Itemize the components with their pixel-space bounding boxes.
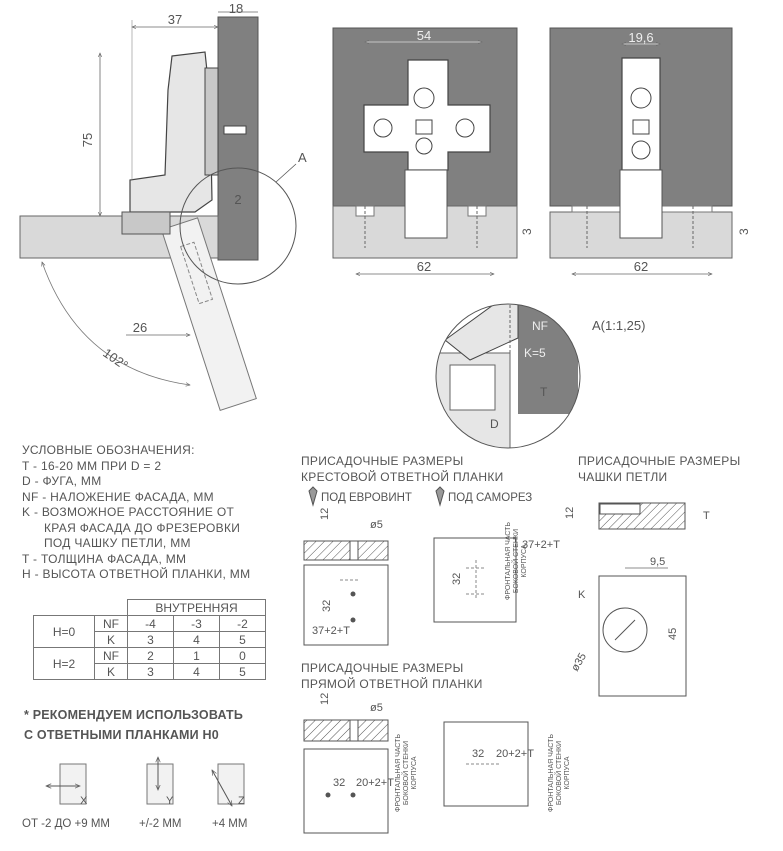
adjust-z-icon: [212, 764, 245, 807]
svg-text:3: 3: [737, 228, 751, 235]
hinge-cup: [122, 212, 170, 234]
svg-text:32: 32: [321, 599, 333, 612]
straight-side-label-right: [548, 734, 572, 812]
table-cell: K: [95, 664, 128, 680]
side-label-line: ФРОНТАЛЬНАЯ ЧАСТЬ: [505, 522, 512, 600]
legend-line: K - ВОЗМОЖНОЕ РАССТОЯНИЕ ОТ: [22, 505, 235, 519]
cabinet-wall: [218, 17, 258, 260]
legend-line: ПОД ЧАШКУ ПЕТЛИ, ММ: [44, 536, 191, 550]
svg-text:ø5: ø5: [370, 519, 383, 531]
legend-line: T - ТОЛЩИНА ФАСАДА, ММ: [22, 551, 187, 566]
svg-text:62: 62: [633, 259, 649, 274]
table-cell: -3: [174, 616, 220, 632]
heading-line: ПРИСАДОЧНЫЕ РАЗМЕРЫ: [578, 454, 741, 468]
table-h-label: H=0: [34, 616, 95, 648]
adjustment-table: [33, 599, 266, 680]
table-cell: 4: [174, 664, 220, 680]
svg-text:K: K: [578, 589, 586, 601]
straight-side-label-left: [395, 734, 419, 812]
svg-text:12: 12: [564, 506, 576, 519]
svg-text:X: X: [80, 795, 88, 807]
side-label-line: БОКОВОЙ СТЕНКИ: [556, 740, 563, 806]
svg-text:12: 12: [319, 692, 331, 705]
adjust-y-icon: [147, 757, 174, 807]
side-label-line: КОРПУСА: [564, 756, 571, 790]
table-cell: NF: [95, 648, 128, 664]
table-cell: -4: [128, 616, 174, 632]
detail-a-view: [430, 300, 645, 460]
svg-text:37+2+T: 37+2+T: [522, 539, 560, 551]
svg-text:K=5: K=5: [524, 346, 546, 360]
legend-line: T - 16-20 MM ПРИ D = 2: [22, 458, 162, 473]
legend-line: H - ВЫСОТА ОТВЕТНОЙ ПЛАНКИ, ММ: [22, 567, 251, 581]
table-cell: 3: [128, 632, 174, 648]
svg-text:ø35: ø35: [569, 651, 590, 674]
table-cell: 0: [220, 648, 266, 664]
adjust-z-caption: +4 ММ: [212, 818, 248, 830]
straight-plate-heading: [301, 660, 483, 692]
euro-screw-label: ПОД ЕВРОВИНТ: [321, 492, 412, 504]
table-cell: K: [95, 632, 128, 648]
svg-text:2: 2: [234, 192, 242, 207]
svg-text:32: 32: [472, 748, 485, 760]
svg-text:T: T: [703, 510, 710, 522]
side-label-line: БОКОВОЙ СТЕНКИ: [513, 528, 520, 594]
table-cell: 1: [174, 648, 220, 664]
recommendation-note: [24, 705, 243, 745]
cross-side-label: [505, 522, 529, 600]
straight-plate-front-view: [550, 28, 751, 274]
svg-text:102°: 102°: [100, 345, 131, 373]
cross-plate-heading: [301, 453, 504, 485]
legend-line: КРАЯ ФАСАДА ДО ФРЕЗЕРОВКИ: [44, 520, 241, 535]
table-h-label: H=2: [34, 648, 95, 680]
table-cell: 5: [220, 664, 266, 680]
svg-text:32: 32: [451, 572, 463, 585]
svg-text:26: 26: [132, 320, 148, 335]
table-cell: -2: [220, 616, 266, 632]
cup-heading: [578, 453, 741, 485]
svg-text:37: 37: [167, 12, 183, 27]
legend-block: [22, 443, 250, 583]
cross-plate-front-view: [333, 28, 534, 274]
svg-text:D: D: [490, 417, 499, 431]
svg-text:12: 12: [319, 507, 331, 520]
svg-text:9,5: 9,5: [650, 556, 666, 568]
svg-text:37+2+T: 37+2+T: [312, 625, 350, 637]
side-label-line: ФРОНТАЛЬНАЯ ЧАСТЬ: [548, 734, 555, 812]
heading-line: ПРИСАДОЧНЫЕ РАЗМЕРЫ: [301, 661, 464, 675]
adjust-x-icon: [46, 764, 88, 807]
adjustment-icons: [46, 757, 245, 807]
table-cell: 5: [220, 632, 266, 648]
legend-line: D - ФУГА, ММ: [22, 474, 102, 488]
heading-line: КРЕСТОВОЙ ОТВЕТНОЙ ПЛАНКИ: [301, 470, 504, 484]
svg-text:T: T: [540, 385, 548, 399]
wood-screw-label: ПОД САМОРЕЗ: [448, 492, 533, 504]
table-cell: NF: [95, 616, 128, 632]
svg-text:45: 45: [667, 627, 679, 640]
side-label-line: ФРОНТАЛЬНАЯ ЧАСТЬ: [395, 734, 402, 812]
straight-plate-drilling: [304, 693, 534, 833]
svg-text:A(1:1,25): A(1:1,25): [592, 318, 646, 333]
heading-line: ЧАШКИ ПЕТЛИ: [578, 470, 668, 484]
heading-line: ПРИСАДОЧНЫЕ РАЗМЕРЫ: [301, 454, 464, 468]
svg-text:20+2+T: 20+2+T: [356, 777, 394, 789]
svg-text:18: 18: [228, 1, 244, 16]
screw: [224, 126, 246, 134]
table-cell: 2: [128, 648, 174, 664]
svg-text:A: A: [298, 150, 307, 165]
svg-text:Z: Z: [238, 795, 245, 807]
legend-title: УСЛОВНЫЕ ОБОЗНАЧЕНИЯ:: [22, 443, 195, 457]
svg-text:3: 3: [520, 228, 534, 235]
adjust-y-caption: +/-2 ММ: [139, 818, 182, 830]
legend-line: NF - НАЛОЖЕНИЕ ФАСАДА, ММ: [22, 489, 214, 504]
svg-text:62: 62: [416, 259, 432, 274]
recommend-line: * РЕКОМЕНДУЕМ ИСПОЛЬЗОВАТЬ: [24, 708, 244, 722]
svg-text:ø5: ø5: [370, 702, 383, 714]
svg-text:32: 32: [333, 777, 346, 789]
hinge-arm: [130, 52, 212, 212]
heading-line: ПРЯМОЙ ОТВЕТНОЙ ПЛАНКИ: [301, 677, 483, 691]
side-label-line: КОРПУСА: [411, 756, 418, 790]
svg-text:19,6: 19,6: [628, 30, 654, 45]
table-cell: 3: [128, 664, 174, 680]
recommend-line: С ОТВЕТНЫМИ ПЛАНКАМИ Н0: [24, 728, 219, 742]
svg-text:75: 75: [80, 132, 95, 148]
mounting-plate: [205, 68, 218, 175]
svg-text:NF: NF: [532, 319, 548, 333]
svg-text:54: 54: [416, 28, 432, 43]
side-label-line: БОКОВОЙ СТЕНКИ: [403, 740, 410, 806]
table-header: ВНУТРЕННЯЯ: [128, 600, 266, 616]
table-cell: 4: [174, 632, 220, 648]
svg-text:20+2+T: 20+2+T: [496, 748, 534, 760]
svg-text:Y: Y: [166, 795, 174, 807]
hinge-side-view: [20, 1, 307, 410]
side-label-line: КОРПУСА: [521, 544, 528, 578]
cup-drilling: [564, 503, 710, 696]
adjust-x-caption: ОТ -2 ДО +9 ММ: [22, 818, 110, 830]
